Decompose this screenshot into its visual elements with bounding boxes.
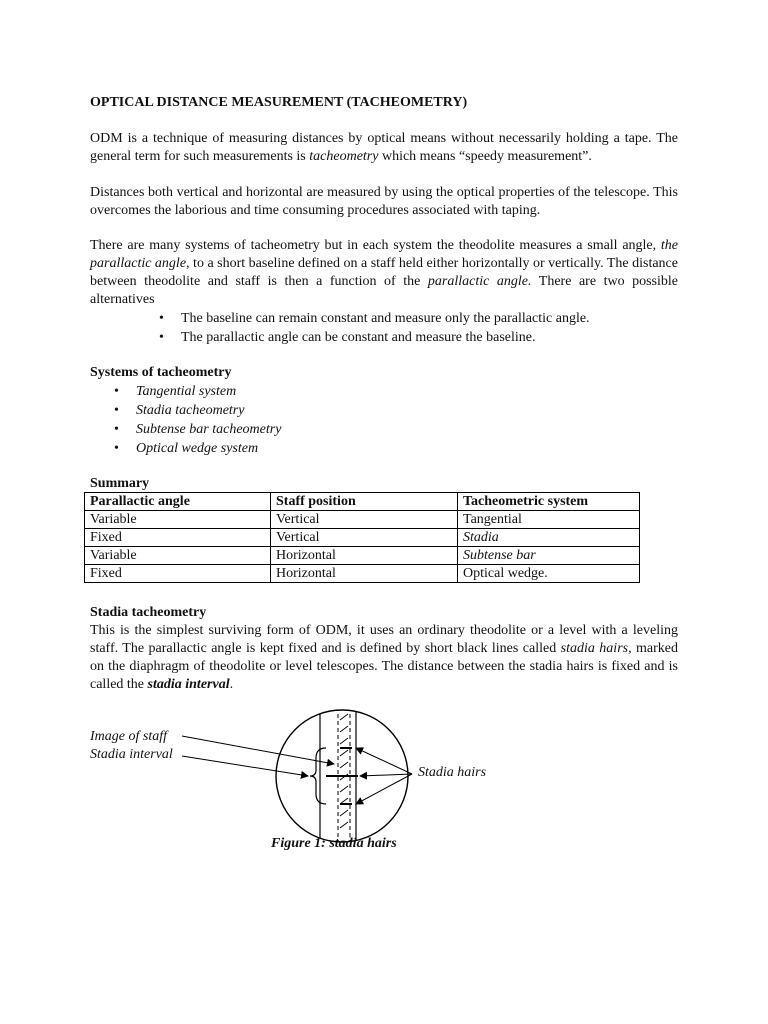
system-text: Optical wedge system	[136, 441, 259, 456]
table-cell: Fixed	[85, 529, 271, 547]
table-cell: Tangential	[458, 511, 640, 529]
stadia-emphasis: stadia hairs,	[560, 641, 632, 656]
intro-emphasis: tacheometry	[309, 149, 379, 164]
list-item	[114, 382, 636, 401]
stadia-heading: Stadia tacheometry	[90, 605, 207, 620]
bullet-icon: •	[114, 422, 119, 437]
systems-heading: Systems of tacheometry	[90, 365, 232, 380]
stadia-text-2: marked on the diaphragm of theodolite or level telescopes. The distance between the stadia hairs is fixed and is called the	[90, 641, 679, 692]
intro-text-2: which means “speedy measurement”.	[378, 149, 592, 164]
table-header-cell: Parallactic angle	[85, 493, 271, 511]
systems-intro-text-2: , to a short baseline defined on a staff held either horizontally or vertically. The distance between theodolite and staff is then a function of the	[90, 256, 678, 289]
table-row	[85, 565, 640, 583]
interval-brace	[310, 748, 326, 804]
system-text: Stadia tacheometry	[136, 403, 245, 418]
stadia-strong: stadia interval	[147, 677, 230, 692]
systems-intro-text-1: There are many systems of tacheometry but in each system the theodolite measures a small angle,	[90, 238, 661, 253]
distances-paragraph: Distances both vertical and horizontal are measured by using the optical properties of the telescope. This overcomes the laborious and time consuming procedures associated with taping.	[90, 185, 678, 218]
bullet-icon: •	[114, 384, 119, 399]
system-text: Tangential system	[136, 384, 237, 399]
figure-caption: Figure 1: stadia hairs	[271, 836, 397, 851]
systems-list	[114, 382, 636, 458]
table-row	[85, 511, 640, 529]
table-cell: Horizontal	[271, 565, 458, 583]
stadia-text-3: .	[229, 677, 234, 692]
bullet-icon: •	[159, 330, 164, 345]
table-row	[85, 529, 640, 547]
page-title: OPTICAL DISTANCE MEASUREMENT (TACHEOMETRY)	[90, 95, 468, 110]
table-header-cell: Tacheometric system	[458, 493, 640, 511]
summary-table	[84, 492, 640, 583]
table-cell: Optical wedge.	[458, 565, 640, 583]
alternatives-list	[159, 309, 681, 347]
table-cell: Fixed	[85, 565, 271, 583]
system-text: Subtense bar tacheometry	[136, 422, 282, 437]
table-cell: Variable	[85, 511, 271, 529]
alternative-text: The baseline can remain constant and measure only the parallactic angle.	[181, 311, 590, 326]
table-cell: Stadia	[458, 529, 640, 547]
table-cell: Vertical	[271, 511, 458, 529]
table-row	[85, 547, 640, 565]
table-header-row	[85, 493, 640, 511]
alternative-text: The parallactic angle can be constant and measure the baseline.	[181, 330, 536, 345]
interval-arrow	[182, 756, 308, 776]
table-cell: Variable	[85, 547, 271, 565]
stadia-paragraph	[90, 622, 678, 694]
list-item	[159, 309, 681, 328]
list-item	[114, 401, 636, 420]
stadia-text-1: This is the simplest surviving form of ODM, it uses an ordinary theodolite or a level with a leveling staff. The parallactic angle is kept fixed and is defined by short black lines called	[90, 623, 678, 656]
table-cell: Subtense bar	[458, 547, 640, 565]
intro-paragraph	[90, 130, 678, 166]
hairs-arrow-middle	[360, 774, 412, 776]
systems-intro-text-3: There are two possible alternatives	[90, 274, 678, 307]
label-image-of-staff: Image of staff	[90, 729, 167, 744]
table-cell: Horizontal	[271, 547, 458, 565]
bullet-icon: •	[159, 311, 164, 326]
bullet-icon: •	[114, 403, 119, 418]
systems-intro-emphasis-2: parallactic angle.	[427, 274, 532, 289]
summary-heading: Summary	[90, 476, 150, 491]
systems-intro-paragraph	[90, 237, 678, 309]
list-item	[114, 420, 636, 439]
table-cell: Vertical	[271, 529, 458, 547]
label-stadia-hairs: Stadia hairs	[418, 765, 487, 780]
bullet-icon: •	[114, 441, 119, 456]
systems-intro-emphasis-1: the parallactic angle	[90, 238, 678, 271]
list-item	[159, 328, 681, 347]
label-stadia-interval: Stadia interval	[90, 747, 173, 762]
intro-text-1: ODM is a technique of measuring distances by optical means without necessarily holding a tape. The general term for such measurements is	[90, 131, 678, 164]
list-item	[114, 439, 636, 458]
table-header-cell: Staff position	[271, 493, 458, 511]
